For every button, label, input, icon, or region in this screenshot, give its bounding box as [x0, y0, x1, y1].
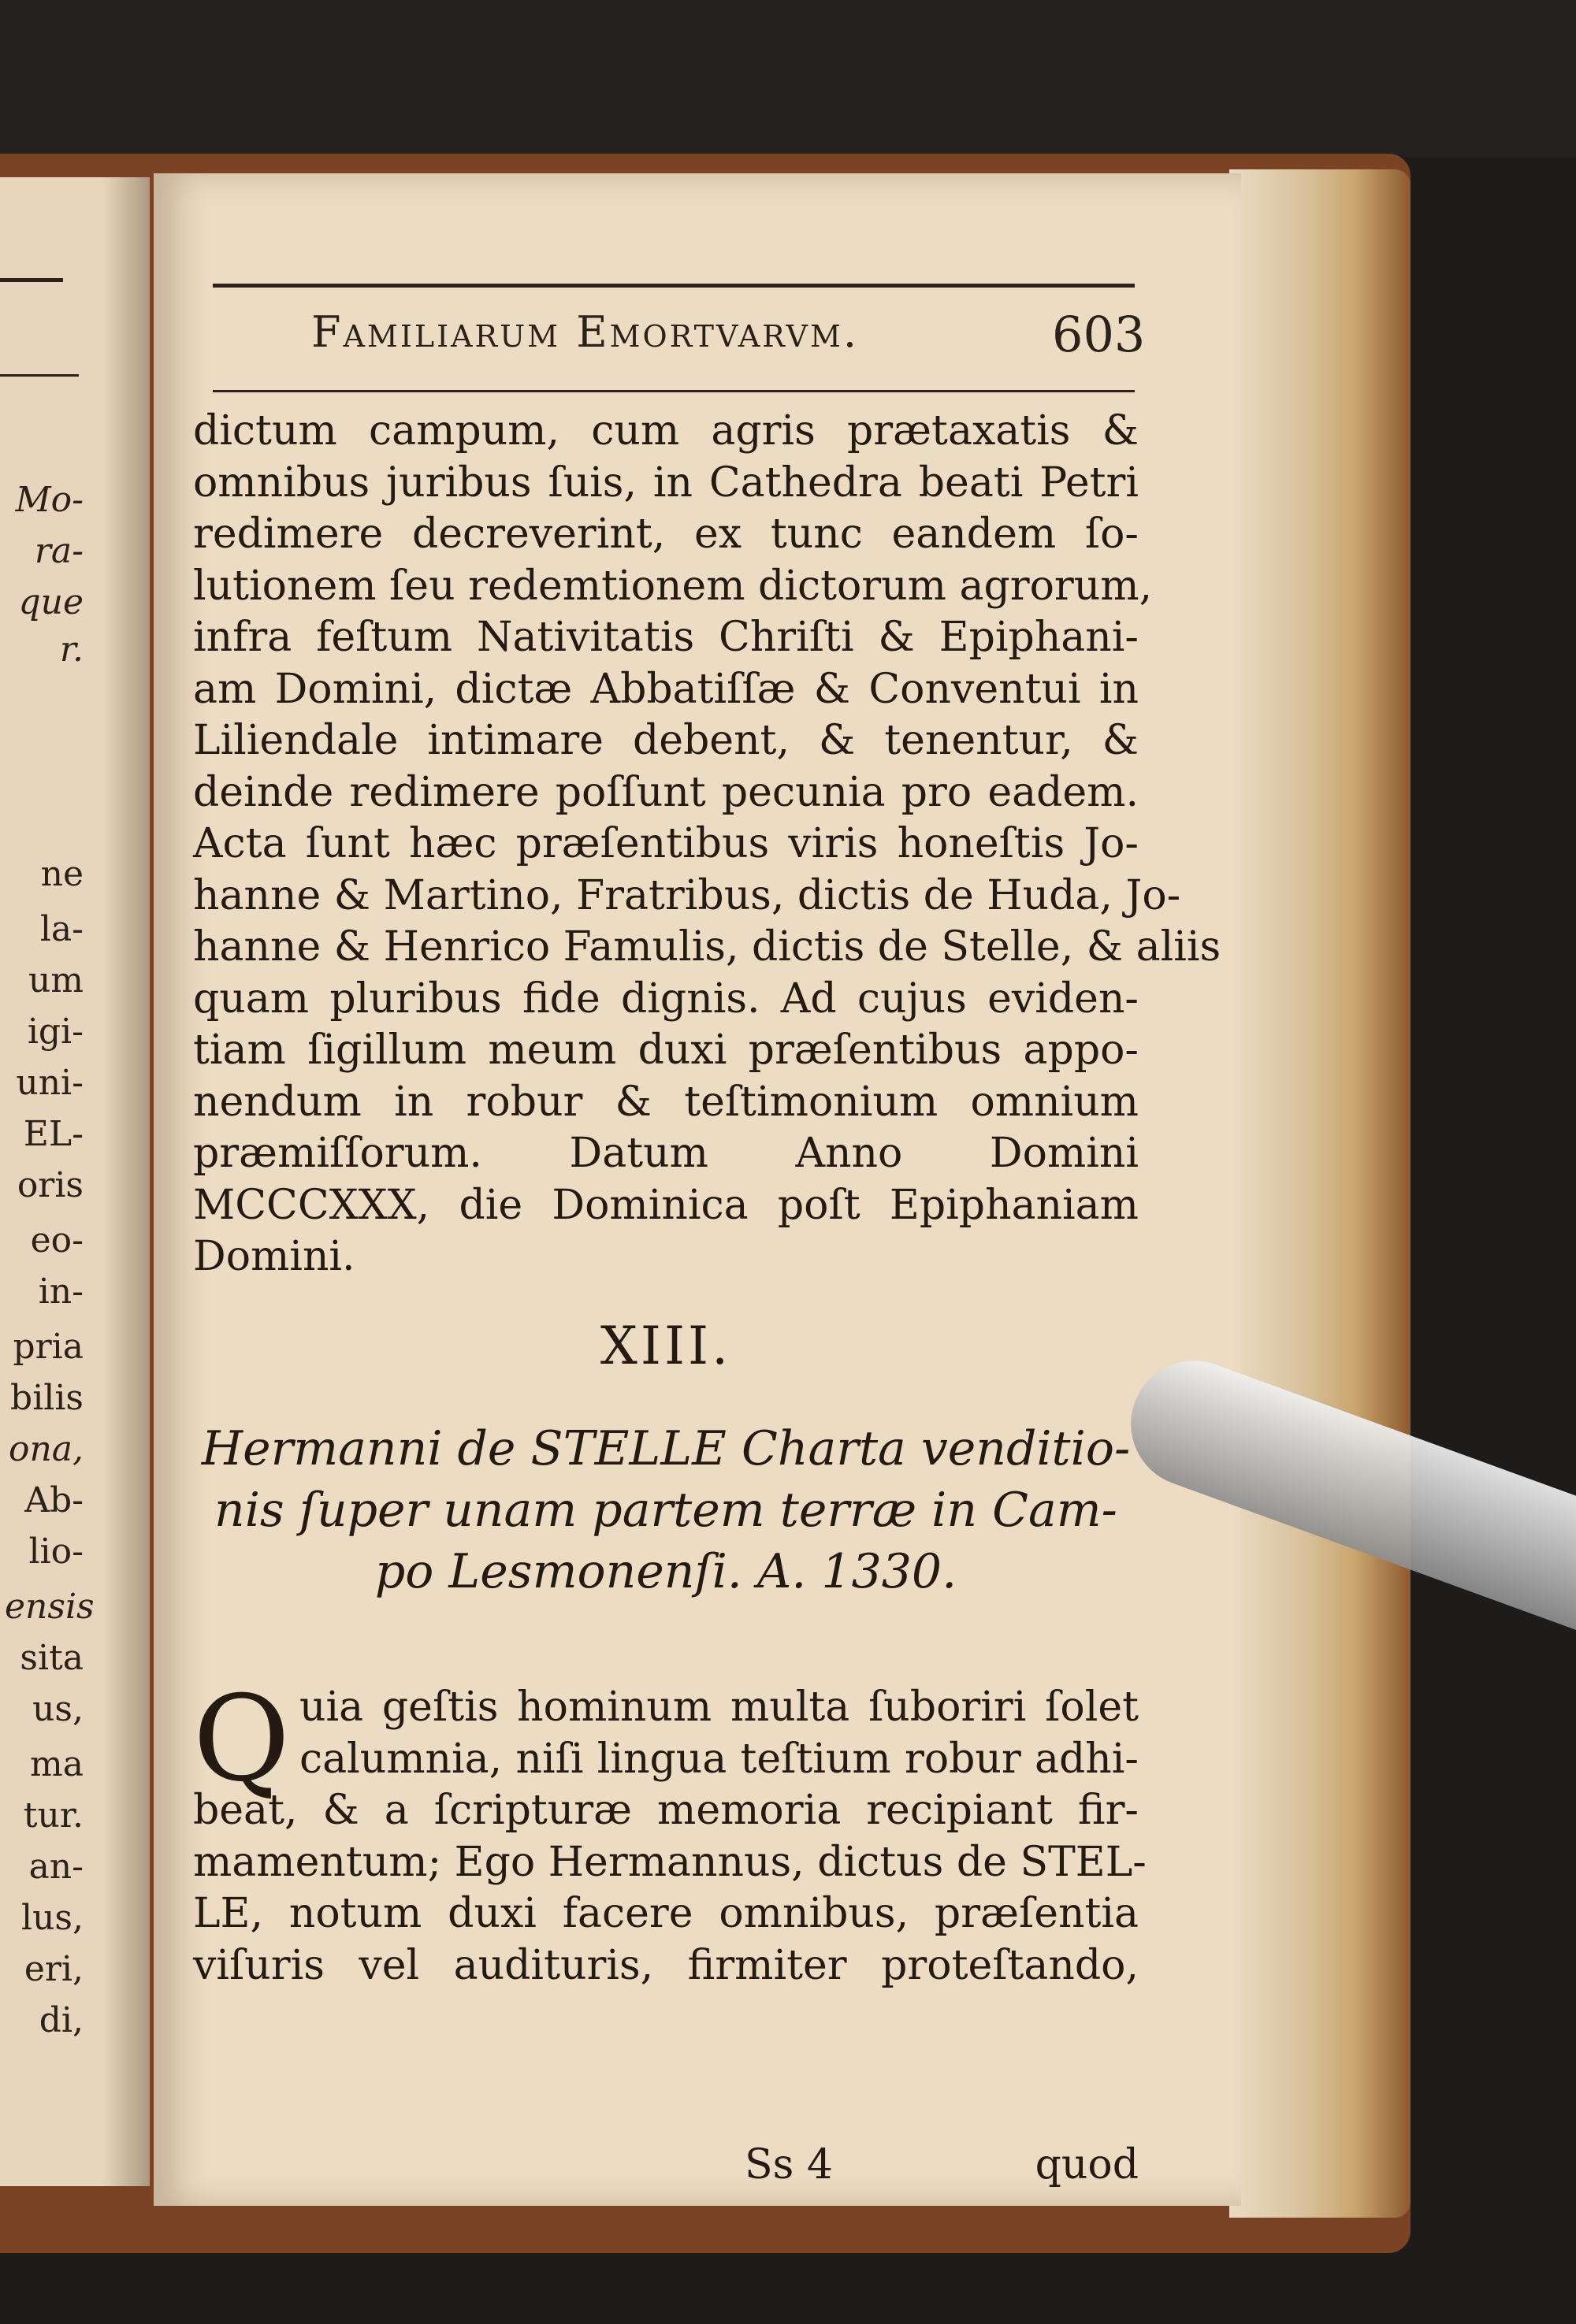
text-line: hanne & Martino, Fratribus, dictis de Huda, Jo-	[193, 871, 1181, 919]
left-page-fragment: que	[18, 582, 84, 622]
right-page	[154, 173, 1241, 2206]
text-line: hanne & Henrico Famulis, dictis de Stelle, & aliis	[193, 923, 1221, 971]
left-page-fragment: ma	[30, 1744, 84, 1784]
text-line: Liliendale intimare debent, & tenentur, &	[193, 717, 1139, 764]
left-page-fragment: lus,	[21, 1898, 84, 1938]
header-rule	[213, 390, 1135, 392]
left-page-fragment: ensis	[5, 1587, 95, 1627]
header-rule	[213, 284, 1135, 288]
left-page-fragment: uni-	[16, 1063, 84, 1103]
section-number: XIII.	[600, 1316, 732, 1376]
text-line: uia geſtis hominum multa ſuboriri ſolet	[299, 1684, 1139, 1731]
catchword: quod	[1035, 2141, 1139, 2188]
left-page-fragment: ra-	[34, 531, 84, 571]
left-page	[0, 177, 150, 2186]
left-page-fragment: an-	[28, 1847, 84, 1887]
text-line: am Domini, dictæ Abbatiſſæ & Conventui in	[193, 665, 1139, 713]
left-page-rule	[0, 278, 63, 282]
left-page-fragment: la-	[39, 909, 84, 949]
left-page-rule	[0, 374, 79, 377]
page-gutter	[102, 177, 150, 2186]
text-line: quam pluribus fide dignis. Ad cujus eviden-	[193, 975, 1139, 1023]
section-title	[193, 1418, 1139, 1602]
left-page-fragment: igi-	[27, 1012, 84, 1052]
text-line: tiam ſigillum meum duxi præſentibus appo-	[193, 1026, 1139, 1074]
left-page-fragment: Ab-	[24, 1480, 84, 1520]
left-page-fragment: r.	[59, 629, 84, 670]
text-line: Domini.	[193, 1233, 355, 1280]
text-line: præmiſſorum. Datum Anno Domini	[193, 1130, 1139, 1177]
title-line: po Lesmonenſi. A. 1330.	[374, 1544, 957, 1599]
page-edges	[1229, 169, 1411, 2218]
text-line: MCCCXXX, die Dominica poſt Epiphaniam	[193, 1181, 1139, 1229]
paragraph-2	[193, 1671, 1147, 1992]
text-line: nendum in robur & teſtimonium omnium	[193, 1078, 1139, 1126]
text-line: mamentum; Ego Hermannus, dictus de STEL-	[193, 1838, 1147, 1886]
text-line: omnibus juribus ſuis, in Cathedra beati Petri	[193, 458, 1139, 507]
text-line: dictum campum, cum agris prætaxatis &	[193, 407, 1139, 455]
left-page-fragment: um	[28, 960, 84, 1001]
left-page-fragment: ne	[40, 854, 84, 894]
left-page-fragment: tur.	[23, 1795, 84, 1836]
text-line: viſuris vel audituris, firmiter proteſtando,	[193, 1941, 1139, 1989]
left-page-fragment: sita	[20, 1638, 84, 1678]
text-line: beat, & a ſcripturæ memoria recipiant fir-	[193, 1787, 1139, 1834]
left-page-fragment: pria	[13, 1327, 84, 1367]
text-line: LE, notum duxi facere omnibus, præſentia	[193, 1890, 1139, 1937]
text-line: Acta ſunt hæc præſentibus viris honeſtis Jo-	[193, 820, 1139, 867]
text-line: redimere decreverint, ex tunc eandem ſo-	[193, 510, 1139, 558]
left-page-fragment: eo-	[30, 1220, 84, 1260]
running-head: Familiarum Emortvarvm.	[311, 307, 860, 357]
title-line: nis ſuper unam partem terræ in Cam-	[214, 1483, 1117, 1538]
left-page-fragment: EL-	[23, 1114, 84, 1154]
text-line: deinde redimere poſſunt pecunia pro eadem.	[193, 768, 1139, 816]
left-page-fragment: oris	[17, 1165, 84, 1205]
text-line: lutionem ſeu redemtionem dictorum agrorum,	[193, 562, 1153, 610]
background-top	[0, 0, 1576, 158]
left-page-fragment: lio-	[28, 1531, 84, 1572]
text-line: infra feſtum Nativitatis Chriſti & Epiphani-	[193, 614, 1139, 661]
title-line: Hermanni de STELLE Charta venditio-	[201, 1421, 1131, 1476]
left-page-fragment: in-	[38, 1272, 84, 1312]
paragraph-1	[193, 406, 1221, 1283]
left-page-fragment: ona,	[8, 1429, 84, 1469]
left-page-fragment: us,	[32, 1689, 84, 1729]
page-number: 603	[1052, 306, 1146, 363]
drop-cap: Q	[193, 1671, 290, 1808]
signature-mark: Ss 4	[745, 2141, 833, 2188]
left-page-fragment: Mo-	[15, 480, 84, 520]
text-line: calumnia, niſi lingua teſtium robur adhi-	[299, 1735, 1139, 1783]
left-page-fragment: eri,	[24, 1949, 84, 1989]
left-page-fragment: di,	[39, 2000, 84, 2040]
left-page-fragment: bilis	[10, 1378, 84, 1418]
